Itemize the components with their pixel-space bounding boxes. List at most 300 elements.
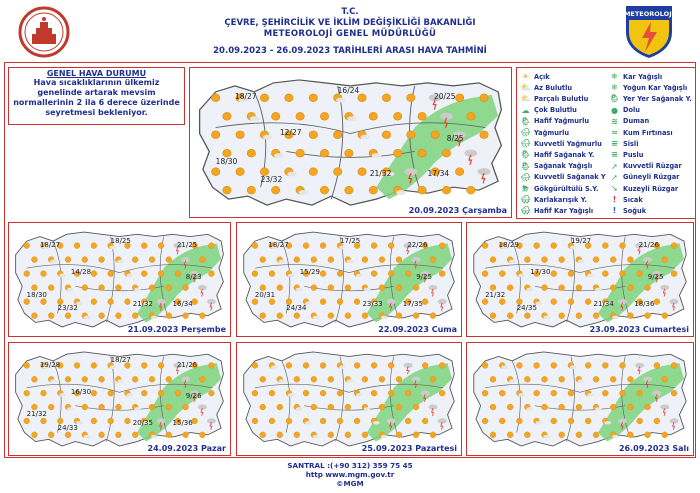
city-temperature: 18/27 bbox=[39, 241, 61, 250]
sun-icon bbox=[141, 243, 147, 249]
city-temperature: 21/26 bbox=[176, 360, 198, 369]
sun-icon bbox=[303, 362, 309, 368]
sun-icon bbox=[576, 404, 582, 410]
city-temperature: 18/27 bbox=[110, 356, 131, 365]
sun-icon bbox=[620, 362, 626, 368]
city-temperature: 16/24 bbox=[337, 85, 360, 95]
cloud-icon bbox=[59, 274, 66, 278]
legend-label: Kum Fırtınası bbox=[623, 128, 673, 137]
sun-icon bbox=[358, 94, 366, 102]
sun-icon bbox=[272, 186, 280, 194]
legend-label: Kuvvetli Sağanak Y bbox=[534, 173, 606, 182]
sun-icon bbox=[394, 149, 402, 157]
cloud-icon bbox=[570, 365, 577, 369]
sun-icon bbox=[24, 418, 30, 424]
sun-icon bbox=[345, 404, 351, 410]
sun-icon bbox=[212, 94, 220, 102]
cloud-icon bbox=[151, 435, 158, 439]
legend-label: Az Bulutlu bbox=[534, 83, 573, 92]
sun-icon bbox=[620, 390, 626, 396]
sun-icon bbox=[277, 285, 283, 291]
cloud-icon bbox=[347, 116, 357, 121]
sun-icon bbox=[610, 404, 616, 410]
sun-icon bbox=[345, 285, 351, 291]
legend-label: Sisli bbox=[623, 139, 639, 148]
city-temperature: 12/27 bbox=[279, 127, 302, 137]
city-temperature: 17/25 bbox=[340, 236, 361, 245]
sun-icon bbox=[388, 362, 394, 368]
sun-icon bbox=[311, 257, 317, 263]
cloud-icon bbox=[50, 260, 57, 264]
sun-icon bbox=[455, 168, 463, 176]
sun-icon bbox=[671, 390, 677, 396]
sun-icon bbox=[200, 313, 206, 319]
sun-icon bbox=[610, 257, 616, 263]
sun-icon bbox=[91, 243, 97, 249]
cloud-icon bbox=[604, 421, 611, 425]
sun-icon bbox=[593, 432, 599, 438]
sun-icon bbox=[141, 390, 147, 396]
cloud-icon bbox=[117, 379, 124, 383]
sun-icon bbox=[108, 271, 114, 277]
sun-icon bbox=[551, 390, 557, 396]
sun-icon bbox=[559, 313, 565, 319]
sun-icon bbox=[620, 243, 626, 249]
sun-icon bbox=[362, 376, 368, 382]
legend-label: Yoğun Kar Yağışlı bbox=[623, 83, 688, 92]
turkey-map-svg bbox=[467, 343, 693, 455]
sun-icon bbox=[41, 390, 47, 396]
legend-item bbox=[520, 117, 589, 126]
sun-icon bbox=[671, 243, 677, 249]
city-temperature: 9/26 bbox=[185, 392, 202, 401]
sun-icon bbox=[149, 376, 155, 382]
sun-icon bbox=[345, 186, 353, 194]
sun-icon bbox=[269, 299, 275, 305]
sun-icon bbox=[286, 362, 292, 368]
sun-icon bbox=[132, 313, 138, 319]
sun-icon bbox=[490, 285, 496, 291]
sun-icon bbox=[602, 362, 608, 368]
sun-icon bbox=[91, 362, 97, 368]
sun-icon bbox=[585, 362, 591, 368]
sun-icon bbox=[662, 432, 668, 438]
cloud-icon bbox=[587, 393, 594, 397]
sun-icon bbox=[252, 243, 258, 249]
legend-item bbox=[520, 206, 593, 215]
sun-icon bbox=[422, 418, 428, 424]
sun-icon bbox=[490, 376, 496, 382]
sun-icon bbox=[507, 404, 513, 410]
cloud-icon bbox=[595, 288, 602, 292]
cloud-icon bbox=[110, 365, 117, 369]
legend-item bbox=[520, 173, 606, 182]
light-shower-icon: 🌦 bbox=[520, 150, 531, 160]
cloud-icon bbox=[587, 274, 594, 278]
sun-icon bbox=[524, 313, 530, 319]
city-temperature: 21/26 bbox=[638, 241, 659, 250]
sun-icon bbox=[480, 131, 488, 139]
sun-icon bbox=[551, 418, 557, 424]
general-title: GENEL HAVA DURUMU bbox=[46, 69, 147, 78]
sun-icon bbox=[490, 432, 496, 438]
sun-icon bbox=[277, 313, 283, 319]
sun-icon bbox=[328, 313, 334, 319]
haze-icon: ≡ bbox=[611, 150, 618, 160]
sun-icon bbox=[116, 404, 122, 410]
sun-icon bbox=[125, 418, 131, 424]
sun-icon bbox=[48, 313, 54, 319]
cloud-icon bbox=[347, 260, 354, 264]
sun-icon bbox=[542, 285, 548, 291]
rain-icon: 🌧 bbox=[520, 128, 531, 137]
sun-icon bbox=[418, 112, 426, 120]
sun-icon bbox=[294, 432, 300, 438]
mgm-logo bbox=[620, 2, 678, 60]
sun-icon bbox=[320, 186, 328, 194]
sun-icon bbox=[534, 243, 540, 249]
sun-icon bbox=[294, 313, 300, 319]
legend-item bbox=[609, 206, 646, 215]
sun-icon bbox=[369, 112, 377, 120]
sun-icon bbox=[320, 299, 326, 305]
sun-icon bbox=[516, 362, 522, 368]
sun-icon bbox=[388, 271, 394, 277]
cloud-icon bbox=[250, 116, 260, 121]
cloud-icon bbox=[59, 393, 66, 397]
footer-website[interactable]: http www.mgm.gov.tr bbox=[305, 470, 395, 479]
legend-item bbox=[609, 173, 679, 182]
city-temperature: 19/28 bbox=[39, 360, 61, 369]
sun-icon bbox=[311, 376, 317, 382]
sun-icon bbox=[223, 149, 231, 157]
city-temperature: 21/25 bbox=[176, 241, 198, 250]
partly-cloudy-icon: ⛅ bbox=[520, 94, 531, 104]
city-temperature: 21/34 bbox=[593, 299, 614, 308]
sun-icon bbox=[303, 243, 309, 249]
sun-icon bbox=[413, 285, 419, 291]
sun-icon bbox=[379, 376, 385, 382]
legend-label: Kuvvetli Rüzgar bbox=[623, 162, 682, 171]
sun-icon: ☀ bbox=[521, 72, 530, 81]
main-forecast-map bbox=[189, 67, 512, 218]
legend-item bbox=[520, 150, 594, 159]
sun-icon bbox=[637, 418, 643, 424]
shower-icon: 🌦 bbox=[520, 161, 531, 171]
cloud-icon bbox=[296, 407, 303, 411]
sun-icon bbox=[396, 376, 402, 382]
cloud-icon bbox=[288, 393, 295, 397]
cloud-icon bbox=[356, 274, 363, 278]
sun-icon bbox=[627, 432, 633, 438]
map-date: 22.09.2023 Cuma bbox=[378, 325, 457, 334]
sun-icon bbox=[294, 257, 300, 263]
sun-icon bbox=[260, 94, 268, 102]
sun-icon bbox=[212, 168, 220, 176]
map-date: 25.09.2023 Pazartesi bbox=[361, 444, 457, 453]
sun-icon bbox=[455, 94, 463, 102]
legend-item bbox=[520, 94, 588, 103]
general-text: Hava sıcaklıklarının ülkemiz genelinde artarak mevsim normallerinin 2 ila 6 derece üzerinde seyretmesi bekleniyor. bbox=[13, 78, 180, 117]
sun-icon bbox=[345, 432, 351, 438]
cloud-icon bbox=[501, 365, 508, 369]
cloud-icon bbox=[543, 316, 550, 320]
sun-icon bbox=[358, 168, 366, 176]
city-temperature: 8/23 bbox=[185, 272, 202, 281]
cloud-icon bbox=[526, 288, 533, 292]
sun-icon bbox=[328, 432, 334, 438]
sun-icon bbox=[430, 313, 436, 319]
sun-icon bbox=[166, 257, 172, 263]
sun-icon bbox=[602, 271, 608, 277]
cloud-icon bbox=[347, 379, 354, 383]
sun-icon bbox=[490, 404, 496, 410]
legend-item bbox=[609, 83, 687, 92]
sun-icon bbox=[559, 257, 565, 263]
city-temperature: 15/36 bbox=[172, 419, 193, 428]
sun-icon bbox=[430, 376, 436, 382]
sun-icon bbox=[671, 271, 677, 277]
cloud-icon bbox=[364, 407, 371, 411]
sun-icon bbox=[260, 432, 266, 438]
sun-icon bbox=[654, 299, 660, 305]
legend-item bbox=[609, 72, 662, 81]
city-temperature: 18/25 bbox=[110, 236, 131, 245]
sun-icon bbox=[559, 432, 565, 438]
sun-icon bbox=[99, 404, 105, 410]
hot-icon: ! bbox=[612, 195, 617, 205]
sun-icon bbox=[354, 418, 360, 424]
sun-icon bbox=[24, 390, 30, 396]
sun-icon bbox=[534, 390, 540, 396]
sun-icon bbox=[32, 404, 38, 410]
sun-icon bbox=[158, 362, 164, 368]
sun-icon bbox=[328, 257, 334, 263]
sun-icon bbox=[166, 313, 172, 319]
sun-icon bbox=[413, 432, 419, 438]
hail-icon: ● bbox=[611, 105, 618, 115]
sun-icon bbox=[158, 271, 164, 277]
forecast-map-day-7 bbox=[466, 342, 694, 456]
sun-icon bbox=[620, 271, 626, 277]
city-temperature: 21/32 bbox=[369, 169, 392, 179]
sun-icon bbox=[125, 299, 131, 305]
sun-icon bbox=[82, 404, 88, 410]
sun-icon bbox=[285, 94, 293, 102]
sun-icon bbox=[627, 313, 633, 319]
legend-label: Güneyli Rüzgar bbox=[623, 173, 680, 182]
sun-icon bbox=[166, 404, 172, 410]
sun-icon bbox=[320, 149, 328, 157]
sun-icon bbox=[200, 376, 206, 382]
sun-icon bbox=[320, 362, 326, 368]
sun-icon bbox=[41, 418, 47, 424]
cloud-icon bbox=[67, 288, 74, 292]
sun-icon bbox=[507, 285, 513, 291]
sun-icon bbox=[41, 299, 47, 305]
legend-label: Puslu bbox=[623, 150, 644, 159]
sun-icon bbox=[65, 313, 71, 319]
sun-icon bbox=[277, 404, 283, 410]
legend-item bbox=[520, 184, 599, 193]
legend-label: Açık bbox=[534, 72, 550, 81]
cloud-icon bbox=[543, 435, 550, 439]
sun-icon bbox=[269, 418, 275, 424]
city-temperature: 17/34 bbox=[427, 169, 450, 179]
sun-icon bbox=[236, 131, 244, 139]
sun-icon bbox=[439, 390, 445, 396]
legend-label: Duman bbox=[623, 117, 650, 126]
cloud-icon bbox=[612, 435, 619, 439]
legend-item bbox=[609, 106, 640, 115]
legend-label: Karlakarışık Y. bbox=[534, 195, 587, 204]
city-temperature: 9/25 bbox=[647, 272, 664, 281]
legend-label: Dolu bbox=[623, 106, 640, 115]
forecast-map-day-6 bbox=[236, 342, 462, 456]
legend-item bbox=[609, 117, 649, 126]
cloud-icon bbox=[263, 135, 273, 140]
sun-icon bbox=[311, 404, 317, 410]
sun-icon bbox=[320, 243, 326, 249]
city-temperature: 20/31 bbox=[254, 290, 276, 299]
sun-icon bbox=[183, 313, 189, 319]
legend-label: Gökgürültülü S.Y. bbox=[534, 184, 599, 193]
sun-icon bbox=[382, 94, 390, 102]
sun-icon bbox=[467, 112, 475, 120]
sun-icon bbox=[576, 313, 582, 319]
sun-icon bbox=[362, 313, 368, 319]
legend-label: Sağanak Yağışlı bbox=[534, 162, 593, 171]
sun-icon bbox=[396, 257, 402, 263]
sun-icon bbox=[637, 390, 643, 396]
legend-label: Kar Yağışlı bbox=[623, 72, 663, 81]
sun-icon bbox=[480, 94, 488, 102]
heavy-rain-icon: 🌧 bbox=[520, 139, 531, 149]
sun-icon bbox=[175, 390, 181, 396]
sun-icon bbox=[236, 168, 244, 176]
sun-icon bbox=[41, 271, 47, 277]
sun-icon bbox=[439, 271, 445, 277]
sun-icon bbox=[568, 390, 574, 396]
sun-icon bbox=[74, 243, 80, 249]
mgm-logo-text: METEOROLOJİ bbox=[623, 10, 675, 18]
sun-icon bbox=[490, 313, 496, 319]
sun-icon bbox=[568, 418, 574, 424]
cloud-icon bbox=[360, 135, 370, 140]
sun-icon bbox=[585, 418, 591, 424]
sun-icon bbox=[333, 131, 341, 139]
sun-icon bbox=[482, 390, 488, 396]
footer-copyright: ©MGM bbox=[336, 479, 364, 488]
sun-icon bbox=[116, 285, 122, 291]
sun-icon bbox=[132, 257, 138, 263]
sun-icon bbox=[99, 285, 105, 291]
city-temperature: 8/25 bbox=[446, 133, 464, 143]
city-temperature: 21/32 bbox=[485, 290, 506, 299]
sun-icon bbox=[405, 390, 411, 396]
city-temperature: 18/27 bbox=[234, 91, 257, 101]
city-temperature: 23/32 bbox=[57, 304, 78, 313]
sun-icon bbox=[252, 271, 258, 277]
sun-icon bbox=[371, 362, 377, 368]
cloud-icon bbox=[372, 153, 382, 158]
cloud-icon bbox=[279, 260, 286, 264]
map-date: 24.09.2023 Pazar bbox=[147, 444, 226, 453]
sun-icon bbox=[430, 257, 436, 263]
sun-icon bbox=[482, 271, 488, 277]
sun-icon bbox=[645, 404, 651, 410]
sun-icon bbox=[568, 271, 574, 277]
sun-icon bbox=[654, 362, 660, 368]
sun-icon bbox=[149, 285, 155, 291]
cloud-icon bbox=[126, 274, 133, 278]
sun-icon bbox=[654, 418, 660, 424]
cloud-icon bbox=[535, 421, 542, 425]
sun-icon bbox=[209, 362, 215, 368]
map-date: 23.09.2023 Cumartesi bbox=[589, 325, 689, 334]
sun-icon bbox=[354, 362, 360, 368]
city-temperature: 18/30 bbox=[26, 290, 47, 299]
sun-icon bbox=[209, 271, 215, 277]
sun-icon bbox=[294, 376, 300, 382]
legend-item bbox=[520, 195, 587, 204]
sun-icon bbox=[200, 257, 206, 263]
sun-icon bbox=[223, 112, 231, 120]
sun-icon bbox=[91, 390, 97, 396]
sun-icon bbox=[209, 390, 215, 396]
heavy-shower-icon: 🌧 bbox=[520, 172, 531, 182]
sun-icon bbox=[645, 432, 651, 438]
cloud-icon bbox=[373, 421, 380, 425]
city-temperature: 14/28 bbox=[70, 268, 92, 277]
sun-icon bbox=[252, 390, 258, 396]
cloud-icon bbox=[134, 407, 141, 411]
city-temperature: 22/26 bbox=[407, 241, 428, 250]
cloud-icon bbox=[296, 288, 303, 292]
legend-item bbox=[520, 106, 577, 115]
sun-icon bbox=[369, 186, 377, 194]
city-temperature: 17/35 bbox=[402, 299, 423, 308]
sun-icon bbox=[490, 257, 496, 263]
sun-icon bbox=[252, 418, 258, 424]
sun-icon bbox=[610, 285, 616, 291]
cloud-icon bbox=[134, 288, 141, 292]
cloud-icon bbox=[339, 246, 346, 250]
cloud-icon bbox=[84, 316, 91, 320]
sun-icon bbox=[593, 257, 599, 263]
sun-icon bbox=[388, 243, 394, 249]
sun-icon bbox=[442, 186, 450, 194]
sun-icon bbox=[593, 313, 599, 319]
sun-icon bbox=[320, 271, 326, 277]
sun-icon bbox=[74, 362, 80, 368]
sun-icon bbox=[354, 299, 360, 305]
turkey-map-svg bbox=[237, 343, 461, 455]
sun-icon bbox=[394, 112, 402, 120]
cloud-icon bbox=[271, 365, 278, 369]
sun-icon bbox=[333, 168, 341, 176]
sun-icon bbox=[396, 313, 402, 319]
sun-icon bbox=[108, 299, 114, 305]
legend-item bbox=[520, 139, 602, 148]
cloud-icon bbox=[578, 379, 585, 383]
sun-icon bbox=[91, 271, 97, 277]
sun-icon bbox=[413, 404, 419, 410]
sun-icon bbox=[422, 299, 428, 305]
legend-label: Hafif Yağmurlu bbox=[534, 117, 590, 126]
footer-phone: SANTRAL :(+90 312) 359 75 45 bbox=[287, 461, 413, 470]
sun-icon bbox=[382, 131, 390, 139]
